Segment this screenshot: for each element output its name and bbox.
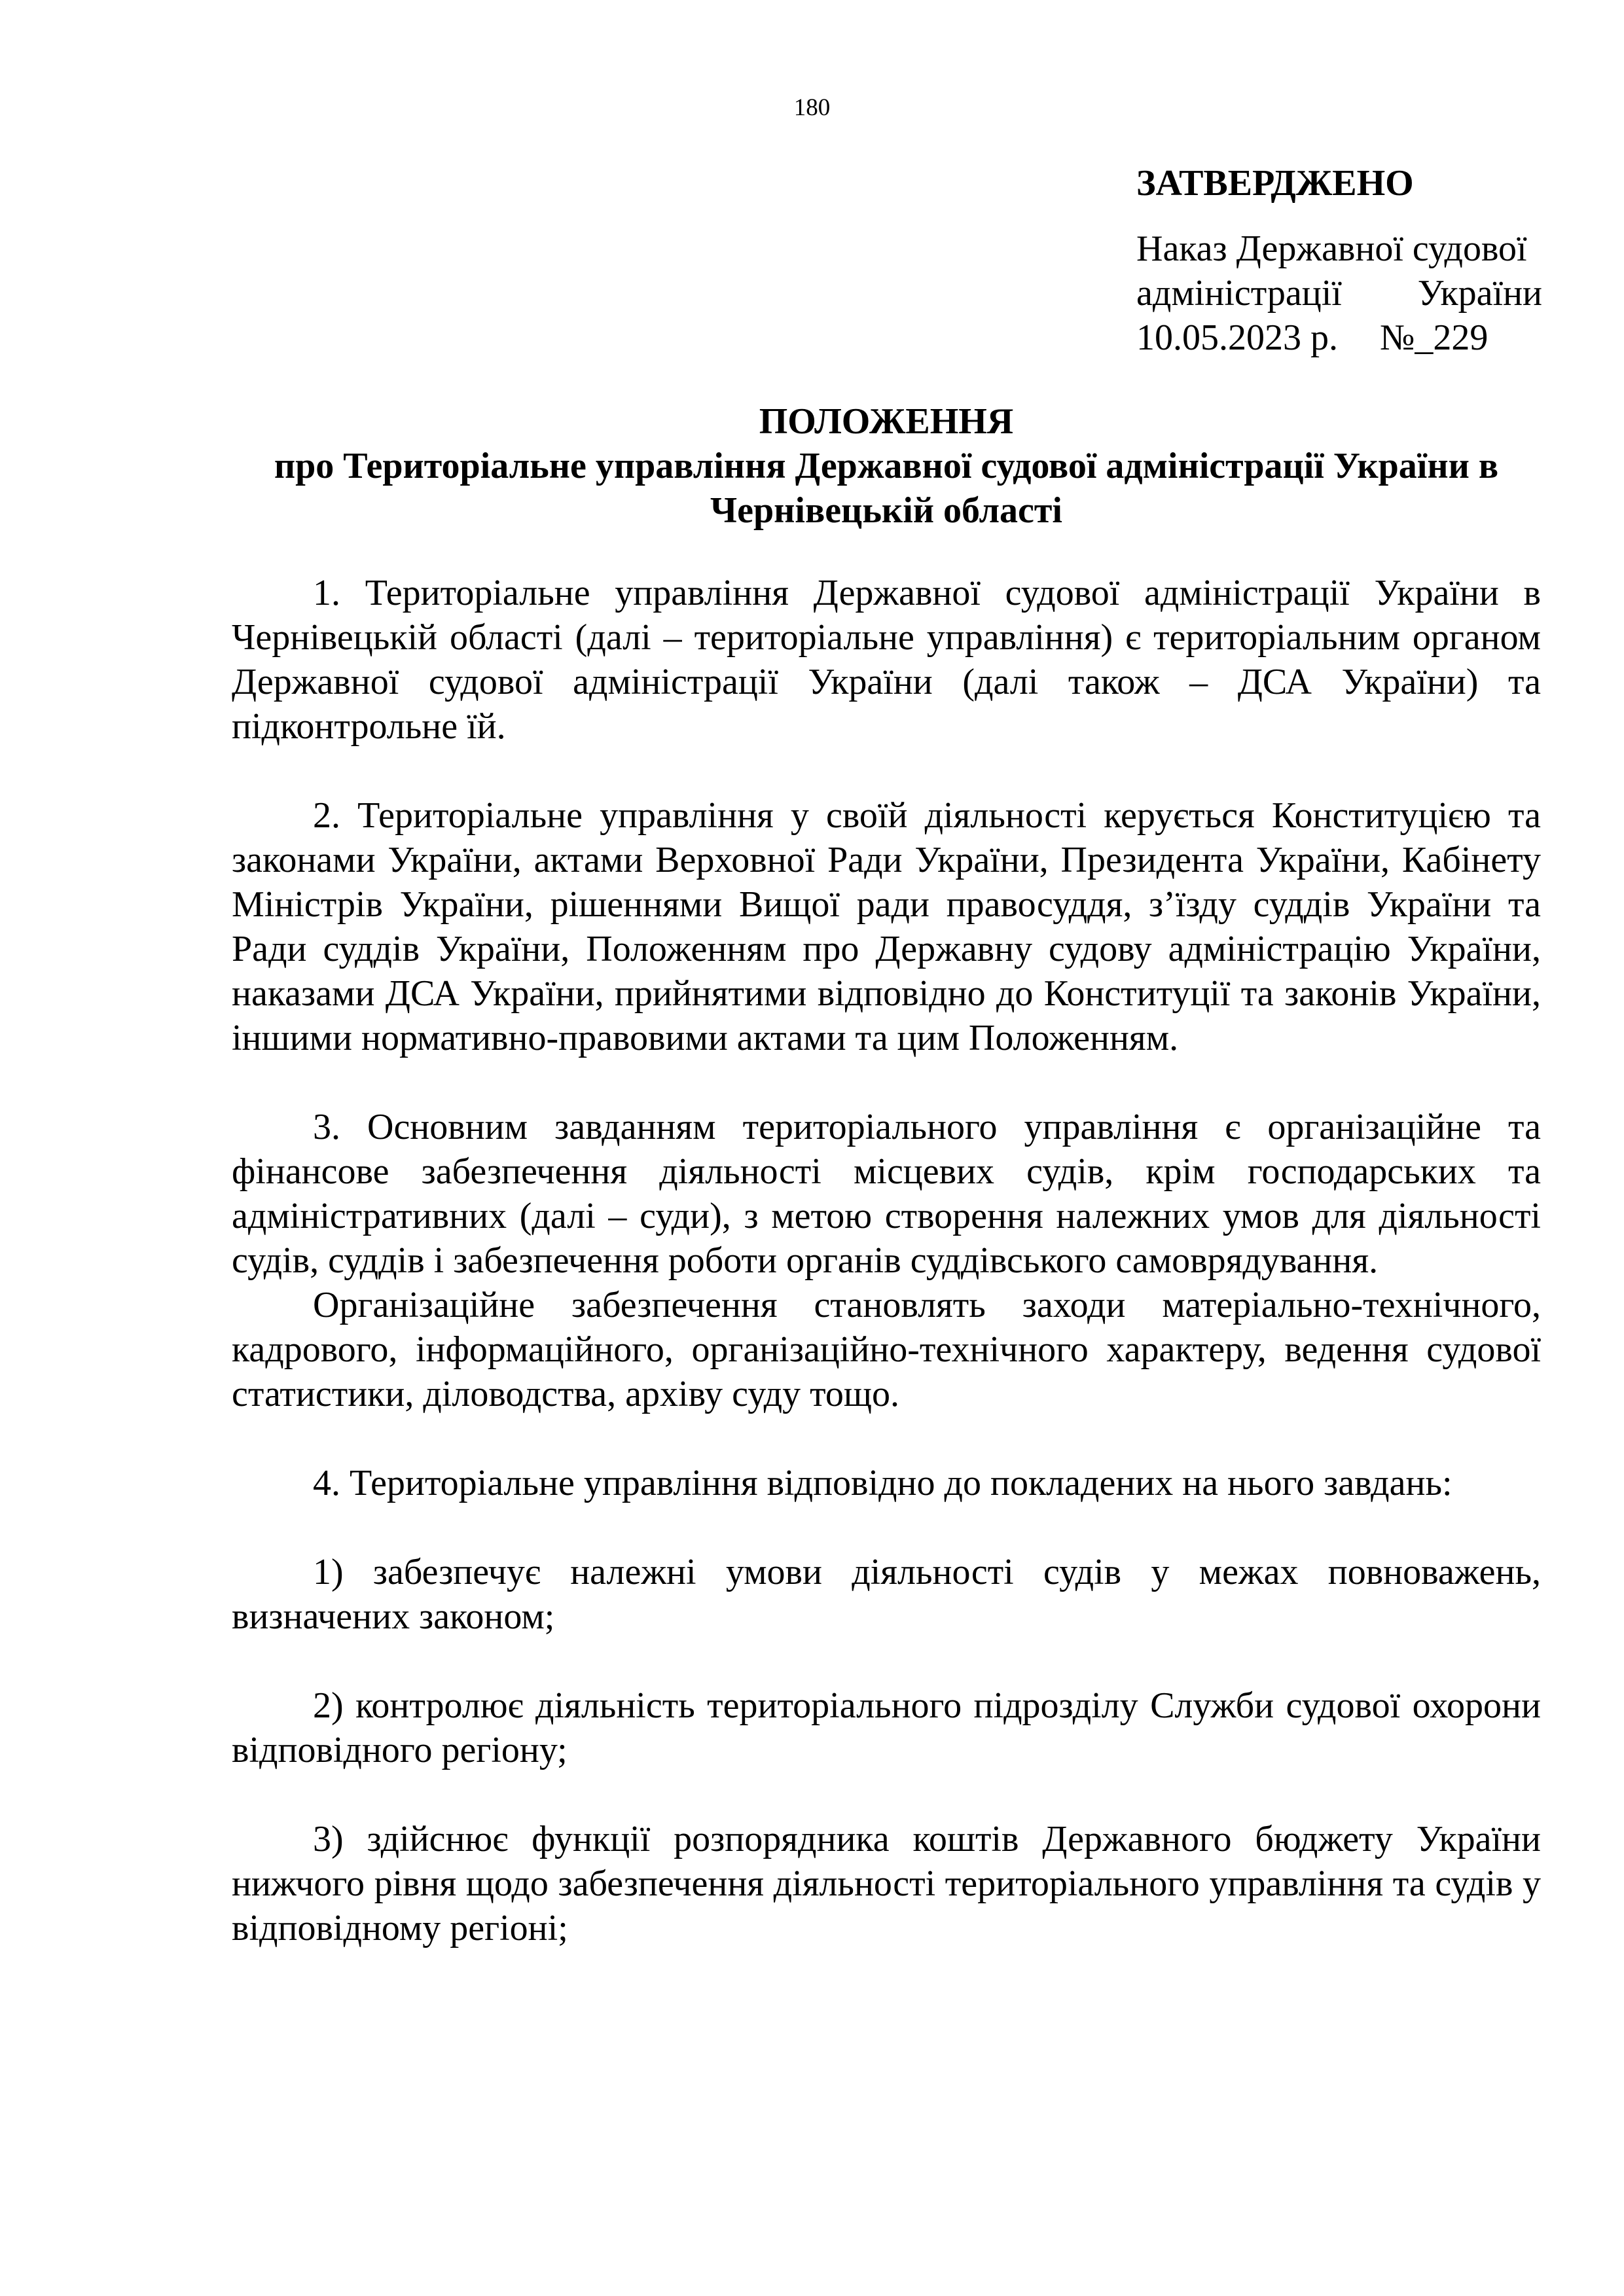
list-item-2: 2) контролює діяльність територіального підрозділу Служби судової охорони відповідного регіону; <box>232 1685 1541 1770</box>
paragraph-3: 3. Основним завданням територіального управління є організаційне та фінансове забезпечення діяльності місцевих судів, крім господарських та адміністративних (далі – суди), з метою створення належних умов для діяльності судів, суддів і забезпечення роботи органів суддівського самоврядування. <box>232 1107 1541 1281</box>
approval-heading: ЗАТВЕРДЖЕНО <box>1136 163 1414 204</box>
document-title <box>232 399 1541 533</box>
order-number: №_229 <box>1380 317 1489 358</box>
paragraph-4: 4. Територіальне управління відповідно до покладених на нього завдань: <box>313 1463 1453 1503</box>
order-line-2: адміністрації України <box>1136 273 1542 314</box>
list-item-1: 1) забезпечує належні умови діяльності судів у межах повноважень, визначених законом; <box>232 1552 1541 1637</box>
order-date-line <box>1136 315 1542 360</box>
order-line-1: Наказ Державної судової <box>1136 228 1527 269</box>
order-date: 10.05.2023 р. <box>1136 317 1338 358</box>
list-item-3: 3) здійснює функції розпорядника коштів Державного бюджету України нижчого рівня щодо забезпечення діяльності територіального управління та судів у відповідному регіоні; <box>232 1819 1541 1948</box>
approval-block <box>1136 161 1542 360</box>
paragraph-2: 2. Територіальне управління у своїй діяльності керується Конституцією та законами України, актами Верховної Ради України, Президента України, Кабінету Міністрів України, рішеннями Вищої ради правосуддя, з’їзду суддів України та Ради суддів України, Положенням про Державну судову адміністрацію України, наказами ДСА України, прийнятими відповідно до Конституції та законів України, іншими нормативно-правовими актами та цим Положенням. <box>232 795 1541 1058</box>
title-subtitle: про Територіальне управління Державної судової адміністрації України в Чернівецькій області <box>274 446 1499 531</box>
document-body <box>232 571 1541 1950</box>
paragraph-1: 1. Територіальне управління Державної судової адміністрації України в Чернівецькій області (далі – територіальне управління) є територіальним органом Державної судової адміністрації України (далі також – ДСА України) та підконтрольне їй. <box>232 573 1541 747</box>
page-number: 180 <box>793 94 831 121</box>
paragraph-3-continued: Організаційне забезпечення становлять заходи матеріально-технічного, кадрового, інформаційного, організаційно-технічного характеру, ведення судової статистики, діловодства, архіву суду тощо. <box>232 1285 1541 1414</box>
title-heading: ПОЛОЖЕННЯ <box>759 401 1014 442</box>
